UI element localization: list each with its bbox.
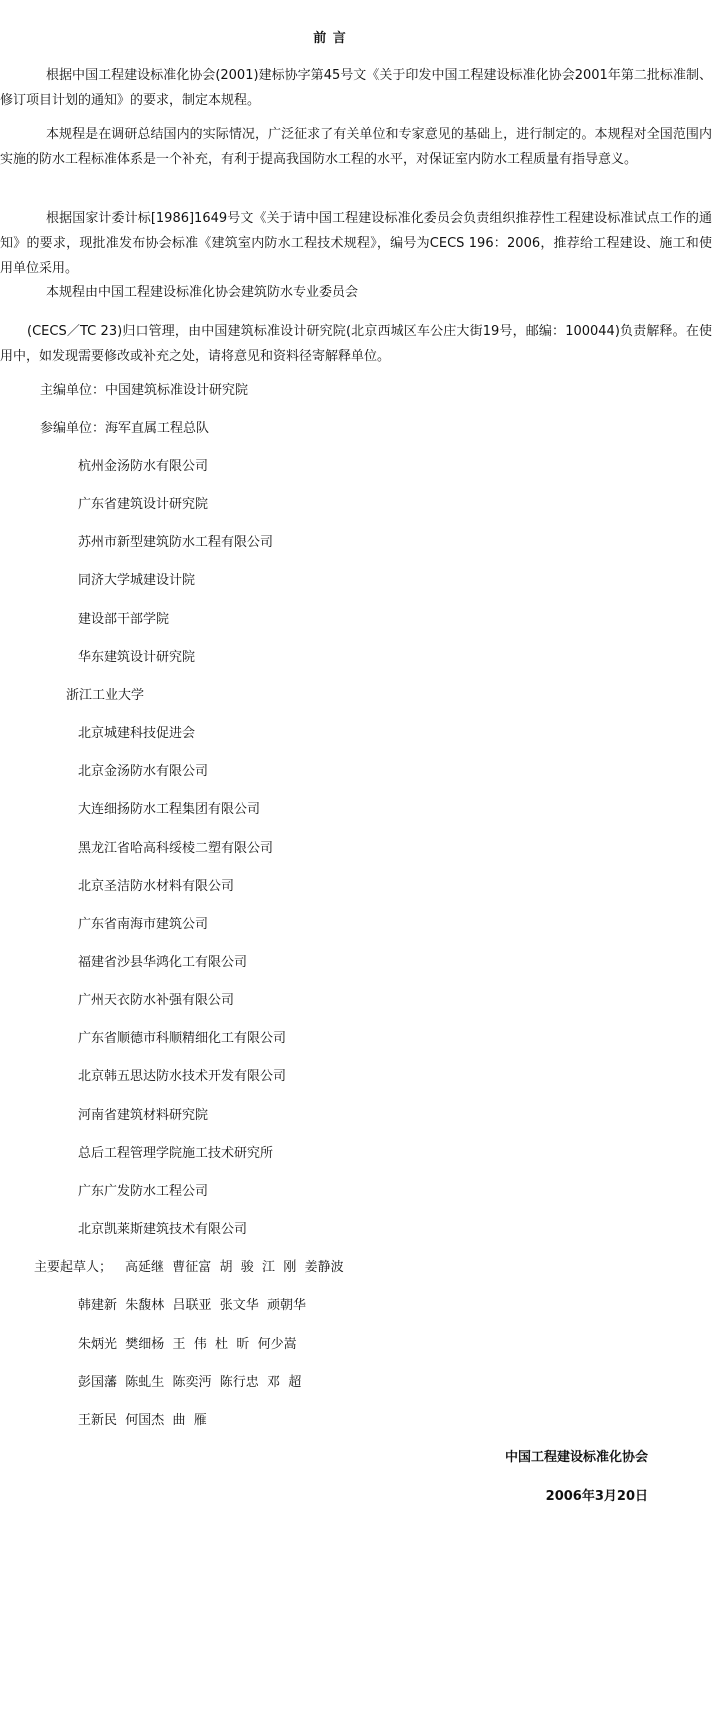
unit-item: 广东省南海市建筑公司: [78, 917, 209, 932]
drafters-line: 王新民 何国杰 曲 雁: [78, 1413, 207, 1428]
paragraph: 本规程是在调研总结国内的实际情况，广泛征求了有关单位和专家意见的基础上，进行制定的。本规程对全国范围内实施的防水工程标准体系是一个补充，有利于提高我国防水工程的水平，对保证室内防水工程质量有指导意义。: [0, 127, 712, 167]
unit-item: 福建省沙县华鸿化工有限公司: [78, 955, 248, 970]
paragraph: 根据中国工程建设标准化协会(2001)建标协字第45号文《关于印发中国工程建设标准化协会2001年第二批标准制、修订项目计划的通知》的要求，制定本规程。: [0, 68, 712, 108]
page-title: 前 言: [313, 31, 347, 46]
unit-item: 浙江工业大学: [66, 688, 145, 703]
unit-item: 苏州市新型建筑防水工程有限公司: [78, 535, 274, 550]
unit-item: 同济大学城建设计院: [78, 573, 196, 588]
admin-paragraph: (CECS／TC 23)归口管理，由中国建筑标准设计研究院(北京西城区车公庄大街19号，邮编：100044)负责解释。在使用中，如发现需要修改或补充之处，请将意见和资料径寄解释单位。: [0, 324, 712, 364]
drafters-line: 彭国藩 陈虬生 陈奕沔 陈行忠 邓 超: [78, 1375, 302, 1390]
unit-item: 广东省建筑设计研究院: [78, 497, 209, 512]
signature-date: 2006年3月20日: [545, 1489, 648, 1504]
unit-item: 北京韩五思达防水技术开发有限公司: [78, 1069, 287, 1084]
unit-item: 北京城建科技促进会: [78, 726, 196, 741]
unit-item: 广东省顺德市科顺精细化工有限公司: [78, 1031, 287, 1046]
drafters-line: 韩建新 朱馥林 吕联亚 张文华 顽朝华: [78, 1298, 307, 1313]
unit-item: 建设部干部学院: [78, 612, 170, 627]
unit-item: 北京金汤防水有限公司: [78, 764, 209, 779]
drafters-line: 高延继 曹征富 胡 骏 江 刚 姜静波: [125, 1260, 344, 1275]
unit-item: 大连细扬防水工程集团有限公司: [78, 802, 261, 817]
unit-item: 北京圣洁防水材料有限公司: [78, 879, 235, 894]
unit-item: 黑龙江省哈高科绥棱二塑有限公司: [78, 841, 274, 856]
unit-item: 河南省建筑材料研究院: [78, 1108, 209, 1123]
unit-item: 杭州金汤防水有限公司: [78, 459, 209, 474]
unit-item: 广州天衣防水补强有限公司: [78, 993, 235, 1008]
admin-line: 本规程由中国工程建设标准化协会建筑防水专业委员会: [46, 285, 359, 300]
paragraph: 根据国家计委计标[1986]1649号文《关于请中国工程建设标准化委员会负责组织推荐性工程建设标准试点工作的通知》的要求，现批准发布协会标准《建筑室内防水工程技术规程》，编号为CECS 196：2006，推荐给工程建设、施工和使用单位采用。: [0, 211, 712, 276]
unit-item: 华东建筑设计研究院: [78, 650, 196, 665]
unit-item: 总后工程管理学院施工技术研究所: [78, 1146, 274, 1161]
drafters-label: 主要起草人；: [34, 1260, 113, 1275]
unit-item: 广东广发防水工程公司: [78, 1184, 209, 1199]
drafters-line: 朱炳光 樊细杨 王 伟 杜 昕 何少嵩: [78, 1337, 297, 1352]
chief-unit: 主编单位：中国建筑标准设计研究院: [40, 383, 249, 398]
participating-units-label: 参编单位：海军直属工程总队: [40, 421, 210, 436]
signature-organization: 中国工程建设标准化协会: [504, 1450, 648, 1465]
unit-item: 北京凯莱斯建筑技术有限公司: [78, 1222, 248, 1237]
